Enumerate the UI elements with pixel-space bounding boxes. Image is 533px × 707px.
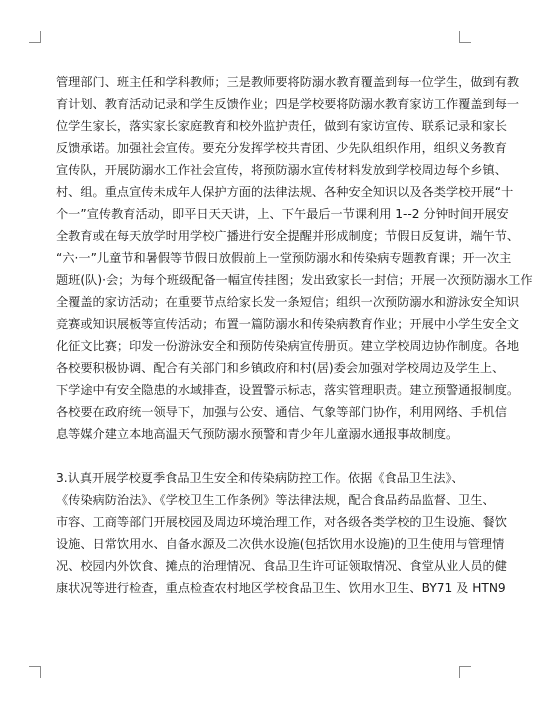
text-line: 反馈承诺。加强社会宣传。要充分发挥学校共青团、少先队组织作用，组织义务教育 <box>56 141 507 155</box>
text-line: 各校要积极协调、配合有关部门和乡镇政府和村(居)委会加强对学校周边及学生上、 <box>56 361 505 375</box>
text-line: 化征文比赛；印发一份游泳安全和预防传染病宣传册页。建立学校周边协作制度。各地 <box>56 339 520 353</box>
text-line: 况、校园内外饮食、摊点的治理情况、食品卫生许可证领取情况、食堂从业人员的健 <box>56 559 507 573</box>
text-line: 康状况等进行检查，重点检查农村地区学校食品卫生、饮用水卫生、BY71 及 HTN9 <box>56 581 506 595</box>
text-line: 题班(队)·会；为每个班级配备一幅宣传挂图；发出致家长一封信；开展一次预防溺水工作 <box>56 273 533 287</box>
text-line: 管理部门、班主任和学科教师；三是教师要将防溺水教育覆盖到每一位学生，做到有教 <box>56 75 520 89</box>
text-line: 设施、日常饮用水、自备水源及二次供水设施(包括饮用水设施)的卫生使用与管理情 <box>56 537 505 551</box>
text-line: 《传染病防治法》、《学校卫生工作条例》等法律法规，配合食品药品监督、卫生、 <box>56 493 495 507</box>
text-line: 下学途中有安全隐患的水域排查，设置警示标志，落实管理职责。建立预警通报制度。 <box>56 383 520 397</box>
text-line: 宣传队，开展防溺水工作社会宣传，将预防溺水宣传材料发放到学校周边每个乡镇、 <box>56 163 507 177</box>
text-line: 息等媒介建立本地高温天气预防溺水预警和青少年儿童溺水通报事故制度。 <box>56 427 459 441</box>
text-line: 个一”宣传教育活动，即平日天天讲，上、下午最后一节课利用 1--2 分钟时间开展安 <box>56 207 509 221</box>
crop-mark-top-left <box>29 31 41 43</box>
text-line: 市容、工商等部门开展校园及周边环境治理工作，对各级各类学校的卫生设施、餐饮 <box>56 515 507 529</box>
text-line: 竞赛或知识展板等宣传活动；布置一篇防溺水和传染病教育作业；开展中小学生安全文 <box>56 317 520 331</box>
paragraph-gap <box>56 445 448 467</box>
crop-mark-bottom-left <box>29 666 41 678</box>
text-line: 全教育或在每天放学时用学校广播进行安全提醒并形成制度；节假日反复讲，端午节、 <box>56 229 520 243</box>
crop-mark-bottom-right <box>459 666 471 678</box>
text-line: 3.认真开展学校夏季食品卫生安全和传染病防控工作。依据《食品卫生法》、 <box>56 471 464 485</box>
text-line: 育计划、教育活动记录和学生反馈作业；四是学校要将防溺水教育家访工作覆盖到每一 <box>56 97 520 111</box>
text-line: 全覆盖的家访活动；在重要节点给家长发一条短信；组织一次预防溺水和游泳安全知识 <box>56 295 520 309</box>
text-line: 各校要在政府统一领导下，加强与公安、通信、气象等部门协作，利用网络、手机信 <box>56 405 507 419</box>
text-line: “六·一”儿童节和暑假等节假日放假前上一堂预防溺水和传染病专题教育课；开一次主 <box>56 251 512 265</box>
document-body <box>56 71 533 599</box>
text-line: 村、组。重点宣传未成年人保护方面的法律法规、各种安全知识以及各类学校开展“十 <box>56 185 514 199</box>
text-line: 位学生家长，落实家长家庭教育和校外监护责任，做到有家访宣传、联系记录和家长 <box>56 119 507 133</box>
crop-mark-top-right <box>459 31 471 43</box>
